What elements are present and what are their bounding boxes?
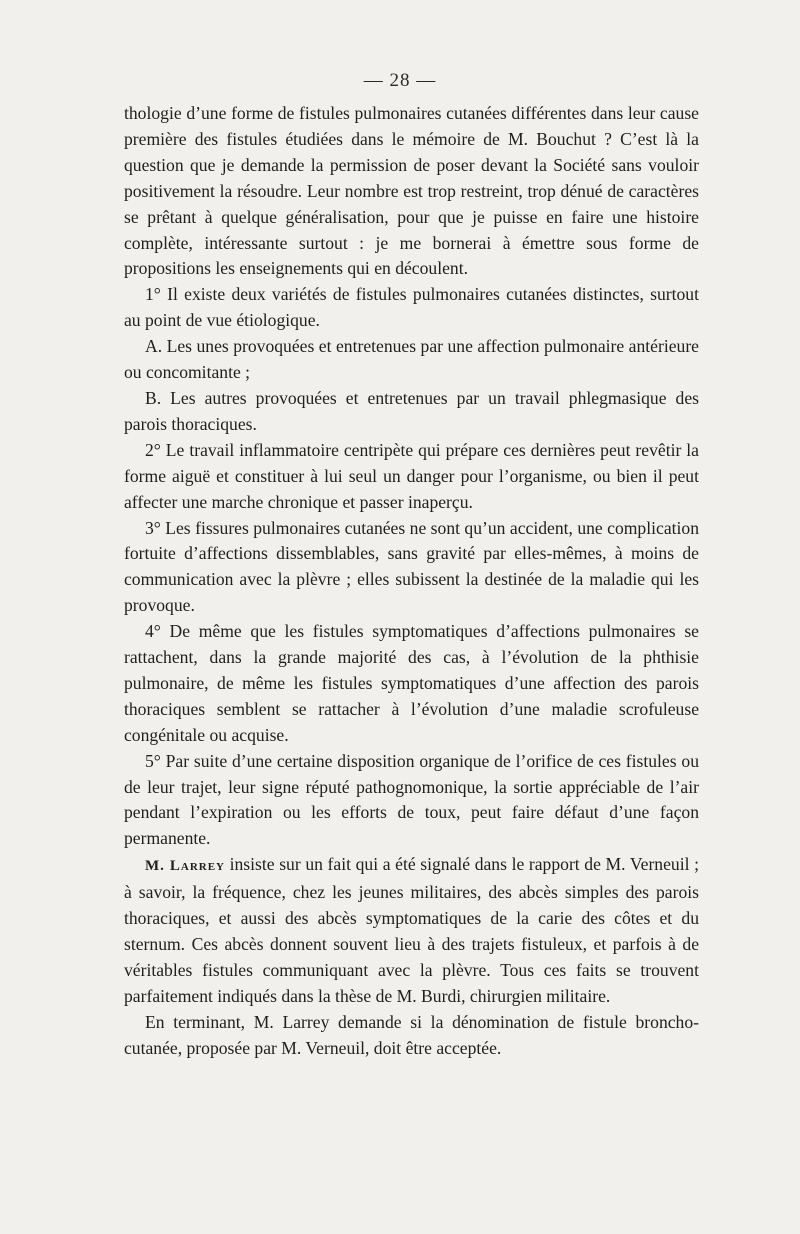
closing-paragraph: En terminant, M. Larrey demande si la dénomination de fistule broncho-cutanée, proposée par M. Verneuil, doit être acceptée. [124, 1011, 699, 1058]
proposition-1a: A. Les unes provoquées et entretenues par une affection pulmonaire antérieure ou concomitante ; [124, 336, 699, 383]
proposition-3: 3° Les fissures pulmonaires cutanées ne sont qu’un accident, une complication fortuite d’affections dissemblables, sans gravité par elles-mêmes, à moins de communication avec la plèvre ; elles subissent la destinée de la maladie qui les provoque. [124, 517, 699, 616]
proposition-4: 4° De même que les fistules symptomatiques d’affections pulmonaires se rattachent, dans la grande majorité des cas, à l’évolution de la phthisie pulmonaire, de même les fistules symptomatiques d’une affection des parois thoraciques semblent se rattacher à l’évolution d’une maladie scrofuleuse congénitale ou acquise. [124, 621, 699, 745]
proposition-2: 2° Le travail inflammatoire centripète qui prépare ces dernières peut revêtir la forme aiguë et constituer à lui seul un danger pour l’organisme, ou bien il peut affecter une marche chronique et passer inaperçu. [124, 439, 699, 512]
paragraph-continuation: thologie d’une forme de fistules pulmonaires cutanées différentes dans leur cause première des fistules étudiées dans le mémoire de M. Bouchut ? C’est là la question que je demande la permission de poser devant la Société sans vouloir positivement la résoudre. Leur nombre est trop restreint, trop dénué de caractères se prêtant à quelque généralisation, pour que je puisse en faire une histoire complète, intéressante surtout : je me bornerai à émettre sous forme de propositions les enseignements qui en découlent. [124, 103, 699, 279]
proposition-5: 5° Par suite d’une certaine disposition organique de l’orifice de ces fistules ou de leur trajet, leur signe réputé pathognomonique, la sortie appréciable de l’air pendant l’expiration ou les efforts de toux, peut faire défaut d’une façon permanente. [124, 750, 699, 849]
body-text [124, 101, 699, 1062]
proposition-1b: B. Les autres provoquées et entretenues par un travail phlegmasique des parois thoraciques. [124, 387, 699, 434]
page-number: — 28 — [363, 70, 437, 91]
proposition-1: 1° Il existe deux variétés de fistules pulmonaires cutanées distinctes, surtout au point de vue étiologique. [124, 284, 699, 331]
speaker-name: M. Larrey [145, 858, 225, 875]
larrey-paragraph [124, 852, 699, 1009]
larrey-paragraph-text: insiste sur un fait qui a été signalé dans le rapport de M. Verneuil ; à savoir, la fréquence, chez les jeunes militaires, des abcès simples des parois thoraciques, et aussi des abcès symptomatiques de la carie des côtes et du sternum. Ces abcès donnent souvent lieu à des trajets fistuleux, et parfois à de véritables fistules communiquant avec la plèvre. Tous ces faits se trouvent parfaitement indiqués dans la thèse de M. Burdi, chirurgien militaire. [124, 854, 699, 1006]
